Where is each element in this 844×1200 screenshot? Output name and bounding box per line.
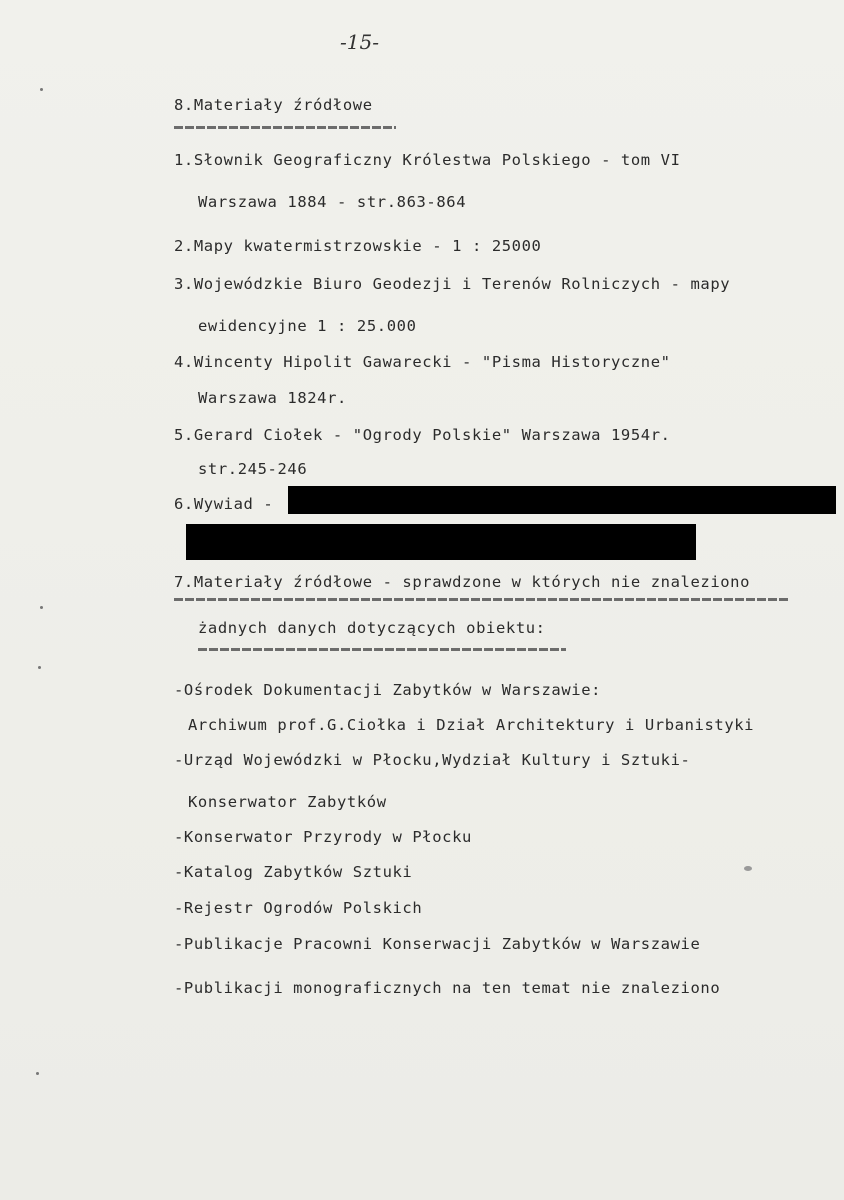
checked-item: -Publikacji monograficznych na ten temat nie znaleziono [174, 979, 721, 997]
checked-item: Konserwator Zabytków [188, 793, 387, 811]
source-1-line2: Warszawa 1884 - str.863-864 [198, 193, 467, 211]
checked-heading-underline-1 [174, 598, 788, 601]
checked-item: -Katalog Zabytków Sztuki [174, 863, 413, 881]
paper-speck [744, 866, 752, 871]
page-number: -15- [340, 30, 379, 54]
source-4-line1: 4.Wincenty Hipolit Gawarecki - "Pisma Historyczne" [174, 353, 671, 371]
source-5-line2: str.245-246 [198, 460, 308, 478]
checked-item: -Publikacje Pracowni Konserwacji Zabytków w Warszawie [174, 935, 701, 953]
source-2-line1: 2.Mapy kwatermistrzowskie - 1 : 25000 [174, 237, 542, 255]
redaction-bar-1 [288, 486, 836, 514]
source-1-line1: 1.Słownik Geograficzny Królestwa Polskiego - tom VI [174, 151, 681, 169]
checked-item: -Ośrodek Dokumentacji Zabytków w Warszawie: [174, 681, 602, 699]
paper-speck [36, 1072, 39, 1075]
paper-speck [40, 606, 43, 609]
source-3-line1: 3.Wojewódzkie Biuro Geodezji i Terenów Rolniczych - mapy [174, 275, 731, 293]
checked-item: -Rejestr Ogrodów Polskich [174, 899, 423, 917]
paper-speck [38, 666, 41, 669]
checked-heading-line1: 7.Materiały źródłowe - sprawdzone w których nie znaleziono [174, 573, 751, 591]
source-4-line2: Warszawa 1824r. [198, 389, 347, 407]
section-heading: 8.Materiały źródłowe [174, 96, 373, 114]
checked-item: -Urząd Wojewódzki w Płocku,Wydział Kultury i Sztuki- [174, 751, 691, 769]
paper-speck [40, 88, 43, 91]
checked-item: -Konserwator Przyrody w Płocku [174, 828, 472, 846]
redaction-bar-2 [186, 524, 696, 560]
heading-underline [174, 126, 396, 129]
source-5-line1: 5.Gerard Ciołek - "Ogrody Polskie" Warszawa 1954r. [174, 426, 671, 444]
source-3-line2: ewidencyjne 1 : 25.000 [198, 317, 417, 335]
checked-heading-underline-2 [198, 648, 566, 651]
checked-heading-line2: żadnych danych dotyczących obiektu: [198, 619, 546, 637]
source-6-line1: 6.Wywiad - [174, 495, 274, 513]
checked-item: Archiwum prof.G.Ciołka i Dział Architektury i Urbanistyki [188, 716, 755, 734]
